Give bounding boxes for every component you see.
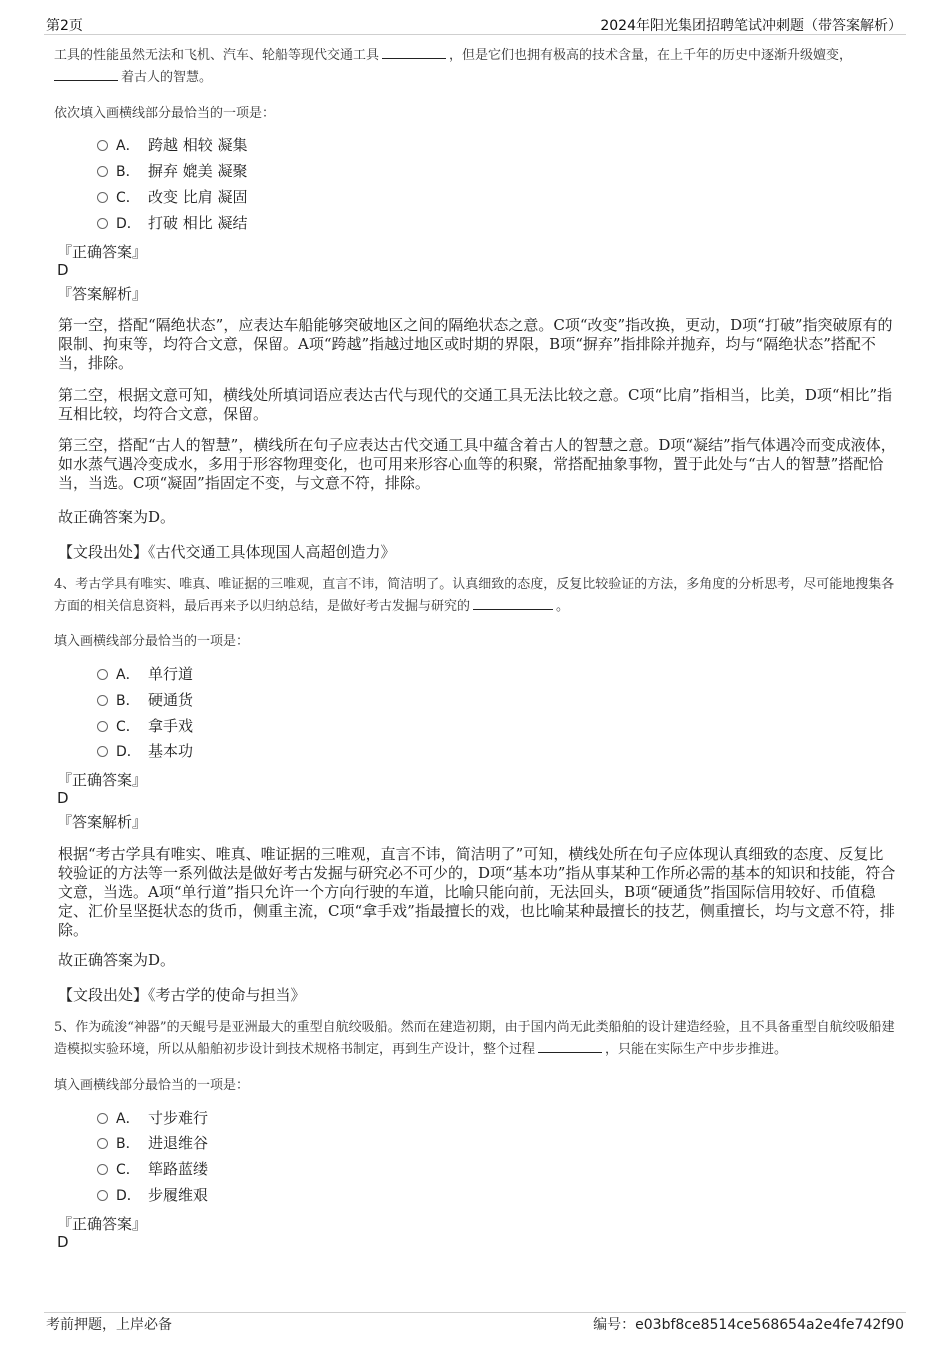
- option-c[interactable]: C． 改变 比肩 凝固: [97, 186, 248, 208]
- option-d[interactable]: D． 基本功: [97, 740, 193, 762]
- fill-blank: [382, 45, 446, 59]
- radio-icon[interactable]: [97, 746, 108, 757]
- fill-blank: [54, 67, 118, 81]
- stem-text: ，但是它们也拥有极高的技术含量，在上千年的历史中逐渐升级嬗变，: [449, 48, 853, 63]
- option-b[interactable]: B． 摒弃 媲美 凝聚: [97, 160, 248, 182]
- stem-text: 4、考古学具有唯实、唯真、唯证据的三唯观，直言不讳，简洁明了。认真细致的态度，反复比较验证的方法，多角度的分析思考，尽可能地搜集各方面的相关信息资料，最后再来予以归纳总结，是做好考古发掘与研究的: [54, 577, 895, 614]
- stem-text: 工具的性能虽然无法和飞机、汽车、轮船等现代交通工具: [54, 48, 380, 63]
- answer-label: 『正确答案』: [57, 771, 148, 789]
- option-b[interactable]: B． 硬通货: [97, 689, 193, 711]
- analysis-paragraph: 第二空，根据文意可知，横线处所填词语应表达古代与现代的交通工具无法比较之意。C项“比肩”指相当，比美，D项“相比”指互相比较，均符合文意，保留。: [58, 386, 893, 423]
- radio-icon[interactable]: [97, 192, 108, 203]
- question-4-prompt: 填入画横线部分最恰当的一项是：: [54, 634, 250, 649]
- fill-blank: [473, 596, 553, 610]
- option-d[interactable]: D． 打破 相比 凝结: [97, 212, 248, 234]
- answer-value: D: [57, 1233, 69, 1251]
- option-a[interactable]: A． 寸步难行: [97, 1107, 208, 1129]
- radio-icon[interactable]: [97, 1164, 108, 1175]
- radio-icon[interactable]: [97, 721, 108, 732]
- analysis-paragraph: 根据“考古学具有唯实、唯真、唯证据的三唯观，直言不讳，简洁明了”可知，横线处所在句子应体现认真细致的态度、反复比较验证的方法等一系列做法是做好考古发掘与研究必不可少的，D项“基本功”指从事某种工作所必需的基本的知识和技能，符合文意，当选。A项“单行道”指只允许一个方向行驶的车道，比喻只能向前，无法回头，B项“硬通货”指国际信用较好、币值稳定、汇价呈坚挺状态的货币，侧重主流，C项“拿手戏”指最擅长的戏，也比喻某种最擅长的技艺，侧重擅长，均与文意不符，排除。: [58, 845, 896, 939]
- radio-icon[interactable]: [97, 669, 108, 680]
- analysis-paragraph: 第一空，搭配“隔绝状态”，应表达车船能够突破地区之间的隔绝状态之意。C项“改变”指改换，更动，D项“打破”指突破原有的限制、拘束等，均符合文意，保留。A项“跨越”指越过地区或时期的界限，B项“摒弃”指排除并抛弃，均与“隔绝状态”搭配不当，排除。: [58, 316, 893, 372]
- radio-icon[interactable]: [97, 1113, 108, 1124]
- question-5-prompt: 填入画横线部分最恰当的一项是：: [54, 1078, 250, 1093]
- header-divider: [44, 34, 906, 35]
- conclusion: 故正确答案为D。: [58, 951, 176, 969]
- page-number: 第2页: [46, 18, 83, 34]
- source-citation: 【文段出处】《考古学的使命与担当》: [58, 986, 306, 1004]
- document-code: 编号：e03bf8ce8514ce568654a2e4fe742f90: [593, 1317, 904, 1333]
- question-5-stem: [54, 1017, 904, 1061]
- fill-blank: [538, 1039, 602, 1053]
- option-b[interactable]: B． 进退维谷: [97, 1132, 208, 1154]
- option-a[interactable]: A． 跨越 相较 凝集: [97, 134, 248, 156]
- question-4-stem: [54, 574, 904, 618]
- radio-icon[interactable]: [97, 218, 108, 229]
- option-a[interactable]: A． 单行道: [97, 663, 193, 685]
- answer-value: D: [57, 261, 69, 279]
- document-title: 2024年阳光集团招聘笔试冲刺题（带答案解析）: [600, 18, 902, 34]
- radio-icon[interactable]: [97, 140, 108, 151]
- answer-value: D: [57, 789, 69, 807]
- answer-label: 『正确答案』: [57, 243, 148, 261]
- analysis-label: 『答案解析』: [57, 813, 148, 831]
- stem-text: 。: [556, 599, 570, 614]
- question-3-prompt: 依次填入画横线部分最恰当的一项是：: [54, 106, 276, 121]
- radio-icon[interactable]: [97, 1138, 108, 1149]
- question-3-stem: [54, 45, 904, 89]
- option-d[interactable]: D． 步履维艰: [97, 1184, 208, 1206]
- stem-text: ，只能在实际生产中步步推进。: [605, 1042, 788, 1057]
- radio-icon[interactable]: [97, 1190, 108, 1201]
- radio-icon[interactable]: [97, 166, 108, 177]
- stem-text: 5、作为疏浚“神器”的天鲲号是亚洲最大的重型自航绞吸船。然而在建造初期，由于国内尚无此类船舶的设计建造经验，且不具备重型自航绞吸船建造模拟实验环境，所以从船舶初步设计到技术规格书制定，再到生产设计，整个过程: [54, 1020, 895, 1057]
- answer-label: 『正确答案』: [57, 1215, 148, 1233]
- option-c[interactable]: C． 筚路蓝缕: [97, 1158, 208, 1180]
- source-citation: 【文段出处】《古代交通工具体现国人高超创造力》: [58, 543, 396, 561]
- analysis-paragraph: 第三空，搭配“古人的智慧”，横线所在句子应表达古代交通工具中蕴含着古人的智慧之意。D项“凝结”指气体遇冷而变成液体，如水蒸气遇冷变成水，多用于形容物理变化，也可用来形容心血等的积聚，常搭配抽象事物，置于此处与“古人的智慧”搭配恰当，当选。C项“凝固”指固定不变，与文意不符，排除。: [58, 436, 896, 492]
- analysis-label: 『答案解析』: [57, 285, 148, 303]
- radio-icon[interactable]: [97, 695, 108, 706]
- footer-divider: [44, 1312, 906, 1313]
- option-c[interactable]: C． 拿手戏: [97, 715, 193, 737]
- footer-slogan: 考前押题，上岸必备: [46, 1317, 172, 1333]
- stem-text: 着古人的智慧。: [121, 70, 213, 85]
- conclusion: 故正确答案为D。: [58, 508, 176, 526]
